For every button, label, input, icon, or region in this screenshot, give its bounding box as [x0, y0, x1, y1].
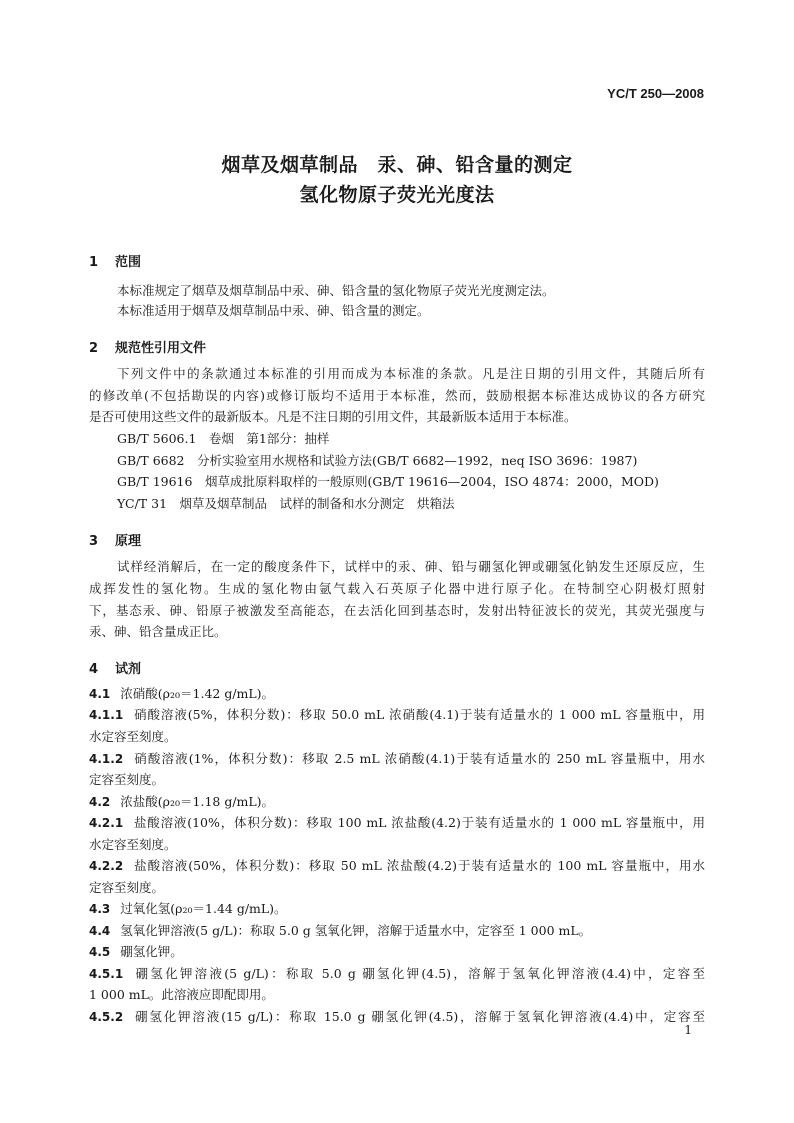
clause-4-5-2	[89, 1011, 705, 1024]
reference-item: GB/T 6682 分析实验室用水规格和试验方法(GB/T 6682—1992，neq ISO 3696：1987)	[117, 453, 638, 468]
section-3-heading	[89, 530, 141, 549]
section-1-heading	[89, 251, 141, 270]
standard-code: YC/T 250—2008	[607, 86, 704, 101]
clause-number: 4.5.1	[89, 967, 124, 981]
section-number: 1	[89, 255, 99, 270]
clause-number: 4.4	[89, 924, 111, 938]
paragraph-line: 是否可使用这些文件的最新版本。凡是不注日期的引用文件，其最新版本适用于本标准。	[89, 409, 577, 424]
section-4-heading	[89, 658, 141, 677]
clause-text: 硼氢化钾溶液(5 g/L)：称取 5.0 g 硼氢化钾(4.5)，溶解于氢氧化钾溶液(4.4)中，定容至	[133, 966, 705, 981]
clause-number: 4.1.1	[89, 708, 124, 722]
clause-number: 4.1	[89, 687, 111, 701]
page-number: 1	[684, 1023, 692, 1037]
clause-number: 4.2	[89, 795, 111, 809]
clause-continuation: 1 000 mL。此溶液应即配即用。	[89, 987, 274, 1002]
clause-number: 4.1.2	[89, 752, 124, 766]
paragraph-line: 汞、砷、铅含量成正比。	[89, 624, 227, 639]
section-number: 2	[89, 341, 99, 356]
paragraph-line: 下，基态汞、砷、铅原子被激发至高能态，在去活化回到基态时，发射出特征波长的荧光，其荧光强度与	[89, 603, 705, 618]
clause-4-1-1	[89, 709, 705, 722]
paragraph-line: 本标准适用于烟草及烟草制品中汞、砷、铅含量的测定。	[117, 303, 430, 318]
clause-continuation: 定容至刻度。	[89, 772, 165, 787]
clause-text: 氢氧化钾溶液(5 g/L)：称取 5.0 g 氢氧化钾，溶解于适量水中，定容至 1 000 mL。	[120, 923, 592, 938]
section-number: 3	[89, 534, 99, 549]
reference-item: GB/T 5606.1 卷烟 第1部分：抽样	[117, 431, 330, 446]
reference-item: GB/T 19616 烟草成批原料取样的一般原则(GB/T 19616—2004，ISO 4874：2000，MOD)	[117, 474, 659, 489]
document-title-line-2: 氢化物原子荧光光度法	[299, 184, 495, 206]
section-title: 范围	[115, 255, 142, 270]
clause-4-1-2	[89, 753, 705, 766]
clause-number: 4.3	[89, 902, 111, 916]
clause-continuation: 水定容至刻度。	[89, 837, 177, 852]
clause-text: 硼氢化钾溶液(15 g/L)：称取 15.0 g 硼氢化钾(4.5)，溶解于氢氧化钾溶液(4.4)中，定容至	[133, 1009, 705, 1024]
clause-4-1	[89, 688, 274, 701]
paragraph-line: 本标准规定了烟草及烟草制品中汞、砷、铅含量的氢化物原子荧光光度测定法。	[117, 283, 555, 298]
paragraph-line: 的修改单(不包括勘误的内容)或修订版均不适用于本标准，然而，鼓励根据本标准达成协议的各方研究	[89, 388, 705, 403]
clause-4-2-1	[89, 817, 705, 830]
clause-text: 浓硝酸(ρ₂₀＝1.42 g/mL)。	[120, 686, 275, 701]
clause-number: 4.5	[89, 945, 111, 959]
clause-4-5-1	[89, 968, 705, 981]
clause-text: 硼氢化钾。	[120, 944, 183, 959]
clause-number: 4.2.2	[89, 859, 124, 873]
clause-text: 盐酸溶液(50%，体积分数)：移取 50 mL 浓盐酸(4.2)于装有适量水的 100 mL 容量瓶中，用水	[133, 858, 705, 873]
clause-4-3	[89, 903, 287, 916]
clause-4-2-2	[89, 860, 705, 873]
paragraph-line: 试样经消解后，在一定的酸度条件下，试样中的汞、砷、铅与硼氢化钾或硼氢化钠发生还原反应，生	[117, 559, 705, 574]
reference-item: YC/T 31 烟草及烟草制品 试样的制备和水分测定 烘箱法	[117, 496, 455, 511]
paragraph-line: 下列文件中的条款通过本标准的引用而成为本标准的条款。凡是注日期的引用文件，其随后所有	[117, 366, 705, 381]
section-2-heading	[89, 337, 206, 356]
section-title: 试剂	[115, 662, 142, 677]
clause-4-2	[89, 796, 274, 809]
clause-text: 过氧化氢(ρ₂₀＝1.44 g/mL)。	[120, 901, 287, 916]
clause-continuation: 定容至刻度。	[89, 880, 165, 895]
clause-continuation: 水定容至刻度。	[89, 729, 177, 744]
clause-text: 硝酸溶液(5%，体积分数)：移取 50.0 mL 浓硝酸(4.1)于装有适量水的 1 000 mL 容量瓶中，用	[133, 707, 705, 722]
section-title: 原理	[115, 534, 142, 549]
section-number: 4	[89, 662, 99, 677]
clause-text: 浓盐酸(ρ₂₀＝1.18 g/mL)。	[120, 794, 275, 809]
clause-4-4	[89, 925, 591, 938]
clause-number: 4.2.1	[89, 816, 124, 830]
clause-text: 硝酸溶液(1%，体积分数)：移取 2.5 mL 浓硝酸(4.1)于装有适量水的 250 mL 容量瓶中，用水	[133, 751, 705, 766]
clause-number: 4.5.2	[89, 1010, 124, 1024]
paragraph-line: 成挥发性的氢化物。生成的氢化物由氩气载入石英原子化器中进行原子化。在特制空心阴极灯照射	[89, 581, 705, 596]
document-title-line-1: 烟草及烟草制品 汞、砷、铅含量的测定	[221, 154, 573, 176]
section-title: 规范性引用文件	[115, 341, 207, 356]
clause-4-5	[89, 946, 183, 959]
clause-text: 盐酸溶液(10%，体积分数)：移取 100 mL 浓盐酸(4.2)于装有适量水的 1 000 mL 容量瓶中，用	[133, 815, 705, 830]
